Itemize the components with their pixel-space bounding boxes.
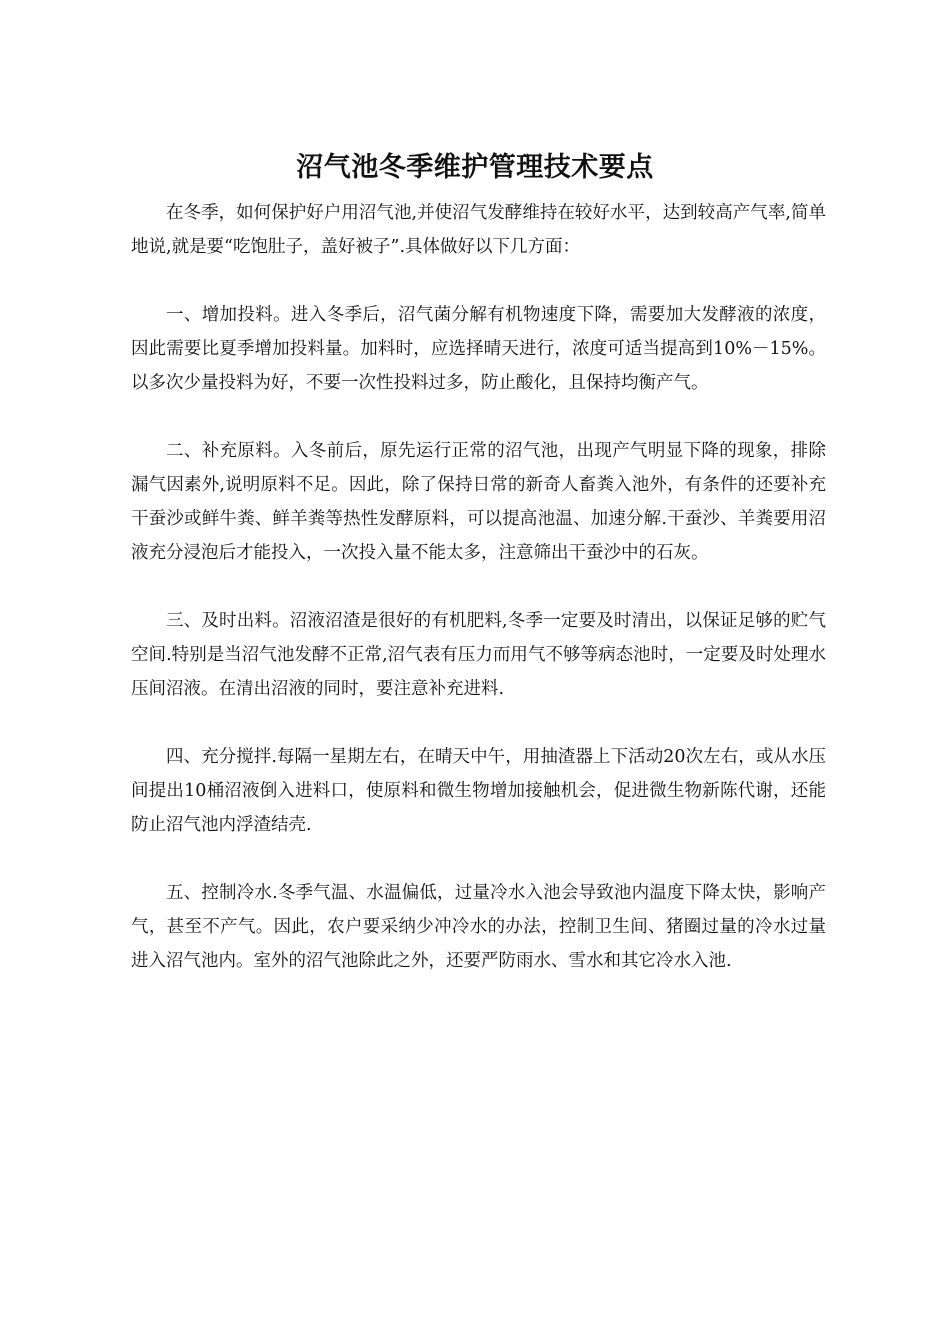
section-1-paragraph: 一、增加投料。进入冬季后，沼气菌分解有机物速度下降，需要加大发酵液的浓度，因此需要比夏季增加投料量。加料时，应选择晴天进行，浓度可适当提高到10%－15%。以多次少量投料为好，不要一次性投料过多，防止酸化，且保持均衡产气。 — [131, 305, 826, 393]
section-5-paragraph: 五、控制冷水.冬季气温、水温偏低，过量冷水入池会导致池内温度下降太快，影响产气，甚至不产气。因此，农户要采纳少冲冷水的办法，控制卫生间、猪圈过量的冷水过量进入沼气池内。室外的沼气池除此之外，还要严防雨水、雪水和其它冷水入池. — [131, 883, 826, 971]
document-body — [131, 196, 826, 978]
document-title: 沼气池冬季维护管理技术要点 — [296, 152, 654, 183]
paragraph-spacer — [131, 570, 826, 604]
paragraph-spacer — [131, 706, 826, 740]
section-2-paragraph: 二、补充原料。入冬前后，原先运行正常的沼气池，出现产气明显下降的现象，排除漏气因素外,说明原料不足。因此，除了保持日常的新奇人畜粪入池外，有条件的还要补充干蚕沙或鲜牛粪、鲜羊粪等热性发酵原料，可以提高池温、加速分解.干蚕沙、羊粪要用沼液充分浸泡后才能投入，一次投入量不能太多，注意筛出干蚕沙中的石灰。 — [131, 441, 826, 563]
paragraph-spacer — [131, 264, 826, 298]
intro-paragraph: 在冬季，如何保护好户用沼气池,并使沼气发酵维持在较好水平，达到较高产气率,简单地说,就是要“吃饱肚子，盖好被子”.具体做好以下几方面： — [131, 203, 826, 257]
paragraph-spacer — [131, 842, 826, 876]
section-4-paragraph: 四、充分搅拌.每隔一星期左右，在晴天中午，用抽渣器上下活动20次左右，或从水压间提出10桶沼液倒入进料口，使原料和微生物增加接触机会，促进微生物新陈代谢，还能防止沼气池内浮渣结壳. — [131, 747, 826, 835]
section-3-paragraph: 三、及时出料。沼液沼渣是很好的有机肥料,冬季一定要及时清出，以保证足够的贮气空间.特别是当沼气池发酵不正常,沼气表有压力而用气不够等病态池时，一定要及时处理水压间沼液。在清出沼液的同时，要注意补充进料. — [131, 611, 826, 699]
paragraph-spacer — [131, 400, 826, 434]
